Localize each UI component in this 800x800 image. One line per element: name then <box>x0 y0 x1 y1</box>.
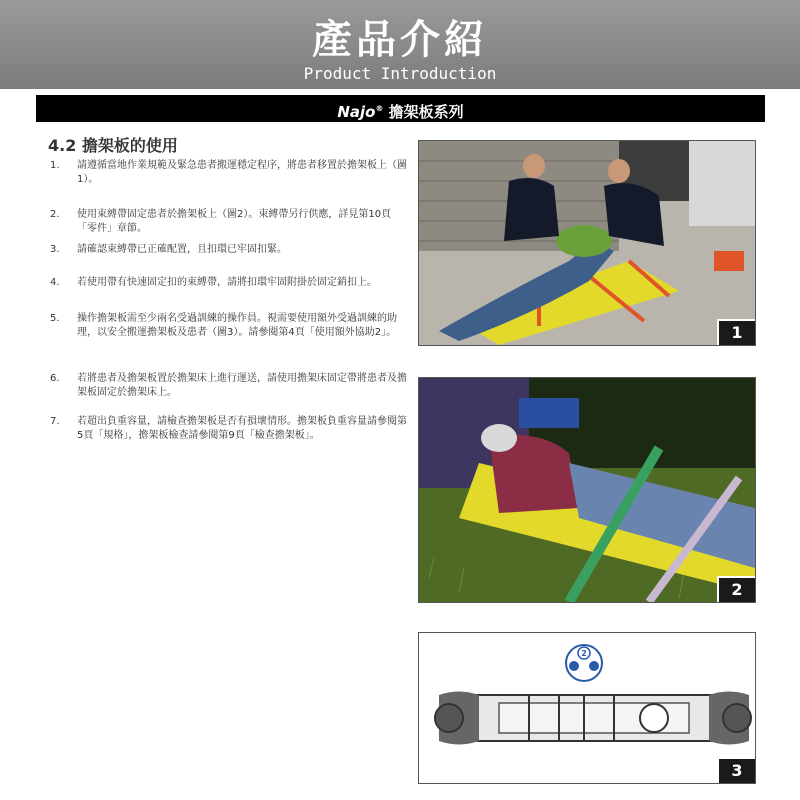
figure-3-illustration <box>419 633 755 783</box>
figure-1-number: 1 <box>717 319 755 345</box>
step-number: 5. <box>50 313 60 324</box>
step-text: 若將患者及擔架板置於擔架床上進行運送，請使用擔架床固定帶將患者及擔架板固定於擔架床上。 <box>77 373 407 398</box>
step-text: 使用束縛帶固定患者於擔架板上（圖2）。束縛帶另行供應，詳見第10頁「零件」章節。 <box>77 209 392 234</box>
step-number: 4. <box>50 277 60 288</box>
step-text: 請確認束縛帶已正確配置，且扣環已牢固扣緊。 <box>77 244 287 255</box>
section-title: 4.2 擔架板的使用 <box>48 136 178 155</box>
figure-2-illustration <box>419 378 755 602</box>
figure-2-photo <box>418 377 756 603</box>
figure-2-number: 2 <box>717 576 755 602</box>
figure-1-photo <box>418 140 756 346</box>
step-number: 1. <box>50 160 60 171</box>
step-text: 請遵循當地作業規範及緊急患者搬運穩定程序，將患者移置於擔架板上（圖1）。 <box>77 160 407 185</box>
header-title: 產品介紹 <box>312 16 488 63</box>
document-page <box>30 89 770 800</box>
step-text: 若使用帶有快速固定扣的束縛帶，請將扣環牢固附掛於固定銷扣上。 <box>77 277 377 288</box>
assistants-badge-number: 2 <box>581 649 587 658</box>
step-number: 7. <box>50 416 60 427</box>
figure-3-diagram <box>418 632 756 784</box>
step-text: 若超出負重容量，請檢查擔架板是否有損壞情形。擔架板負重容量請參閱第5頁「規格」，擔架板檢查請參閱第9頁「檢查擔架板」。 <box>77 416 407 441</box>
series-bar <box>36 95 765 122</box>
step-text: 操作擔架板需至少兩名受過訓練的操作員。視需要使用額外受過訓練的助理，以安全搬運擔架板及患者（圖3）。請參閱第4頁「使用額外協助2」。 <box>77 313 397 338</box>
step-number: 2. <box>50 209 60 220</box>
figure-1-illustration <box>419 141 755 345</box>
page-header <box>0 0 800 89</box>
step-number: 6. <box>50 373 60 384</box>
header-subtitle: Product Introduction <box>303 64 497 83</box>
registered-mark: ® <box>375 104 384 113</box>
step-number: 3. <box>50 244 60 255</box>
figure-3-number: 3 <box>717 757 755 783</box>
brand-name: Najo <box>337 103 376 121</box>
series-name: 擔架板系列 <box>383 103 464 121</box>
